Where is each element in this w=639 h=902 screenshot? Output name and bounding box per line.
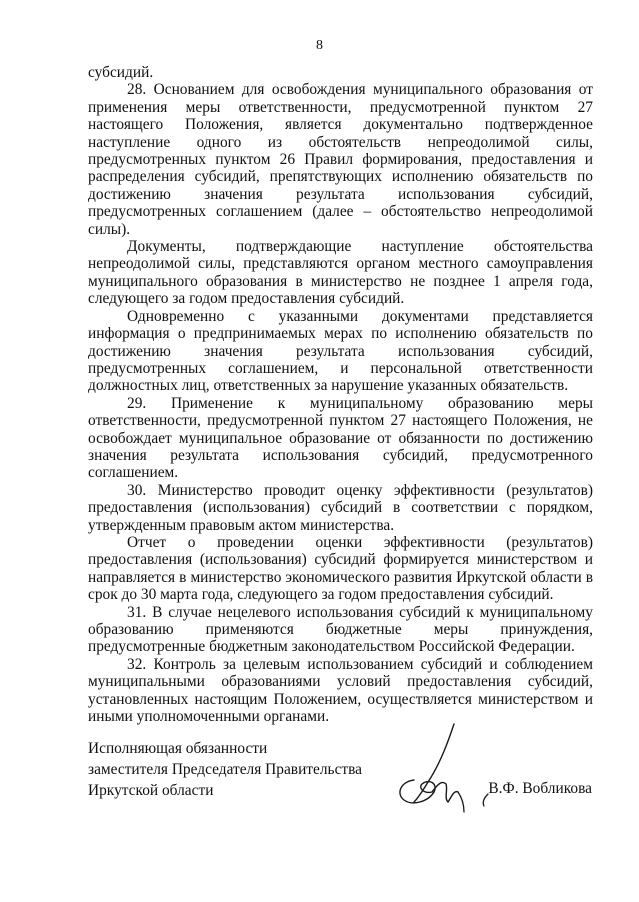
signatory-title bbox=[88, 738, 362, 801]
paragraph-30: 30. Министерство проводит оценку эффективности (результатов) предоставления (использования) субсидий в соответствии с порядком, утвержденным правовым актом министерства. bbox=[88, 481, 593, 534]
signatory-title-line: Иркутской области bbox=[88, 782, 214, 799]
signatory-name: В.Ф. Вобликова bbox=[488, 780, 592, 797]
signature-block bbox=[88, 738, 598, 818]
paragraph-29: 29. Применение к муниципальному образованию меры ответственности, предусмотренной пунктом 27 настоящего Положения, не освобождает муниципальное образование от обязанности по достижению значения результата использования субсидий, предусмотренного соглашением. bbox=[88, 394, 593, 482]
page-number: 8 bbox=[316, 38, 323, 53]
paragraph-32: 32. Контроль за целевым использованием субсидий и соблюдением муниципальными образованиями условий предоставления субсидий, установленных настоящим Положением, осуществляется министерством и иными уполномоченными органами. bbox=[88, 655, 593, 726]
signatory-title-line: Исполняющая обязанности bbox=[88, 740, 268, 757]
paragraph-continuation: субсидий. bbox=[88, 64, 154, 81]
paragraph-31: 31. В случае нецелевого использования субсидий к муниципальному образованию применяются бюджетные меры принуждения, предусмотренные бюджетным законодательством Российской Федерации. bbox=[88, 603, 593, 656]
paragraph-30-report: Отчет о проведении оценки эффективности (результатов) предоставления (использования) субсидий формируется министерством и направляется в министерство экономического развития Иркутской области в срок до 30 марта года, следующего за годом предоставления субсидий. bbox=[88, 533, 593, 604]
paragraph-28: 28. Основанием для освобождения муниципального образования от применения меры ответственности, предусмотренной пунктом 27 настоящего Положения, является документально подтвержденное наступление одного из обстоятельств непреодолимой силы, предусмотренных пунктом 26 Правил формирования, предоставления и распределения субсидий, препятствующих исполнению обязательств по достижению значения результата использования субсидий, предусмотренных соглашением (далее – обстоятельство непреодолимой силы). bbox=[88, 81, 593, 238]
paragraph-28-information: Одновременно с указанными документами представляется информация о предпринимаемых мерах по исполнению обязательств по достижению значения результата использования субсидий, предусмотренных соглашением, и персональной ответственности должностных лиц, ответственных за нарушение указанных обязательств. bbox=[88, 307, 593, 395]
handwritten-signature bbox=[388, 720, 498, 820]
signatory-title-line: заместителя Председателя Правительства bbox=[88, 761, 363, 778]
paragraph-28-documents: Документы, подтверждающие наступление обстоятельства непреодолимой силы, представляются органом местного самоуправления муниципального образования в министерство не позднее 1 апреля года, следующего за годом предоставления субсидий. bbox=[88, 238, 593, 308]
document-body bbox=[88, 64, 593, 725]
